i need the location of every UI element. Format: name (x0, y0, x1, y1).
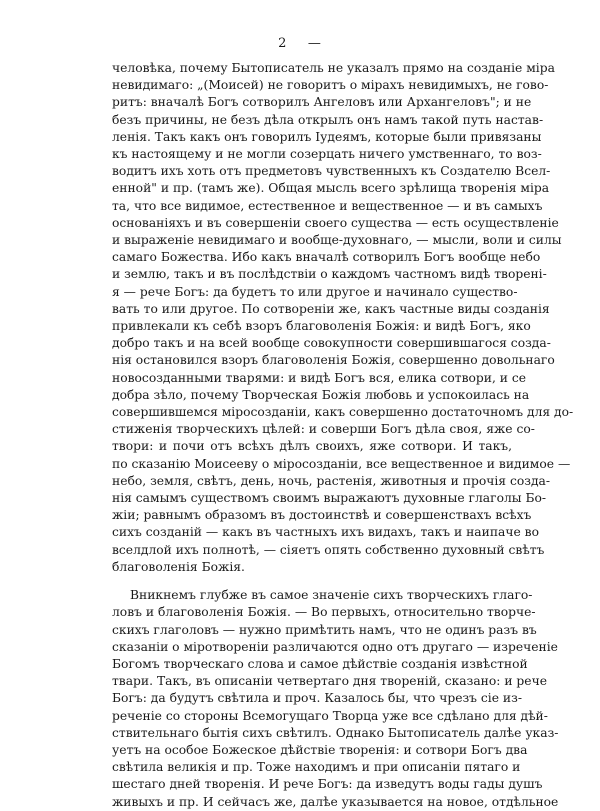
text-line: къ настоящему и не могли созерцать ничего умственнаго, то воз- (112, 147, 542, 162)
text-line: уетъ на особое Божеское дѣйствіе творенія: и сотвори Богъ два (112, 742, 528, 757)
text-line: совершившемся міросозданіи, какъ совершенно достаточномъ для до- (112, 405, 574, 420)
text-line: скихъ глаголовъ — нужно примѣтить намъ, что не одинъ разъ въ (112, 622, 537, 637)
text-line: енной" и пр. (тамъ же). Общая мысль всего зрѣлища творенія міра (112, 181, 550, 196)
text-line: невидимаго: „(Моисей) не говоритъ о мірахъ невидимыхъ, не гово- (112, 78, 549, 93)
text-line: человѣка, почему Бытописатель не указалъ прямо на созданіе міра (112, 61, 555, 75)
text-line: жіи; равнымъ образомъ въ достоинствѣ и совершенствахъ всѣхъ (112, 508, 532, 523)
text-line: ленія. Такъ какъ онъ говорилъ Іудеямъ, которые были привязаны (112, 129, 542, 144)
text-line: по сказанію Моисееву о міросозданіи, все вещественное и видимое — (112, 456, 571, 471)
body-text (112, 60, 574, 811)
text-line: я — рече Богъ: да будетъ то или другое и начинало существо- (112, 284, 518, 299)
text-line: самаго Божества. Ибо какъ вначалѣ сотворилъ Богъ вообще небо (112, 250, 541, 265)
text-line: Богъ: да будутъ свѣтила и проч. Казалось бы, что чрезъ сіе из- (112, 691, 522, 706)
paragraph (112, 60, 574, 576)
text-line: нія остановился взоръ благоволенія Божія, совершенно довольнаго (112, 353, 555, 368)
text-line: нія самымъ существомъ своимъ выражаютъ духовные глаголы Бо- (112, 491, 547, 506)
text-line: безъ причины, не безъ дѣла открылъ онъ намъ такой путь настав- (112, 112, 544, 127)
text-line: твари. Такъ, въ описаніи четвертаго дня твореній, сказано: и рече (112, 674, 547, 689)
text-line: ствительнаго бытія сихъ свѣтилъ. Однако Бытописатель далѣе указ- (112, 725, 559, 740)
text-line: новосозданными тварями: и видѣ Богъ вся, елика сотвори, и се (112, 370, 527, 385)
header-dash: — (307, 36, 322, 51)
text-line: та, что все видимое, естественное и вещественное — и въ самыхъ (112, 198, 543, 213)
text-line: и землю, такъ и въ послѣдствіи о каждомъ частномъ видѣ творені- (112, 267, 547, 282)
text-line: основаніяхъ и въ совершеніи своего существа — есть осуществленіе (112, 215, 559, 230)
text-line: вать то или другое. По сотвореніи же, какъ частные виды созданія (112, 301, 550, 316)
text-line: Богомъ творческаго слова и самое дѣйствіе созданія извѣстной (112, 656, 528, 671)
paragraph-gap (112, 576, 512, 587)
text-line: добра зѣло, почему Творческая Божія любовь и успокоилась на (112, 387, 530, 402)
text-line: водитъ ихъ хоть отъ предметовъ чувственныхъ къ Создателю Всел- (112, 164, 551, 179)
paragraph (112, 587, 559, 811)
text-line: и выраженіе невидимаго и вообще-духовнаго, — мысли, воли и силы (112, 233, 562, 248)
text-line: реченіе со стороны Всемогущаго Творца уже все сдѣлано для дѣй- (112, 708, 548, 723)
text-line: Вникнемъ глубже въ самое значеніе сихъ творческихъ глаго- (130, 588, 533, 603)
text-line: шестаго дней творенія. И рече Богъ: да изведутъ воды гады душъ (112, 777, 543, 792)
text-line: сказаніи о міротвореніи различаются одно отъ другаго — изреченіе (112, 639, 558, 654)
page-header (0, 36, 600, 51)
text-line: благоволенія Божія. (112, 559, 245, 574)
page-number: 2 (278, 36, 288, 51)
text-line: живыхъ и пр. И сейчасъ же, далѣе указывается на новое, отдѣльное (112, 794, 559, 809)
text-line: твори: и почи отъ всѣхъ дѣлъ своихъ, яже сотвори. И такъ, (112, 439, 512, 454)
text-line: ритъ: вначалѣ Богъ сотворилъ Ангеловъ или Архангеловъ"; и не (112, 95, 532, 110)
text-line: ловъ и благоволенія Божія. — Во первыхъ, относительно творче- (112, 605, 536, 620)
text-line: свѣтила великія и пр. Тоже находимъ и при описаніи пятаго и (112, 760, 521, 775)
text-line: добро такъ и на всей вообще совокупности совершившагося созда- (112, 336, 551, 351)
text-line: привлекали къ себѣ взоръ благоволенія Божія: и видѣ Богъ, яко (112, 319, 531, 334)
text-line: стиженія творческихъ цѣлей: и соверши Богъ дѣла своя, яже со- (112, 422, 535, 437)
text-line: вселдлой ихъ полнотѣ, — сіяетъ опять собственно духовный свѣтъ (112, 542, 545, 557)
text-line: небо, земля, свѣтъ, день, ночь, растенія, животныя и прочія созда- (112, 473, 551, 488)
text-line: сихъ созданій — какъ въ частныхъ ихъ видахъ, такъ и наипаче во (112, 525, 539, 540)
